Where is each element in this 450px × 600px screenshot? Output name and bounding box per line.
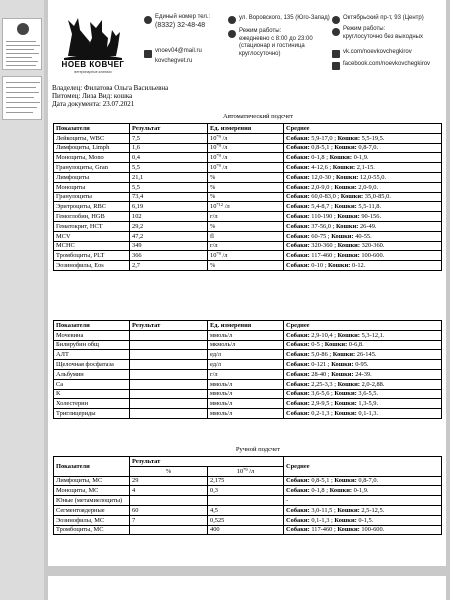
- hours-1-note-2: круглосуточно): [239, 50, 281, 57]
- table-row: [54, 389, 442, 399]
- location-icon: [332, 16, 340, 24]
- column-header: Среднее: [284, 457, 442, 477]
- indicator-cell: Холестерин: [54, 399, 130, 409]
- reference-cell: [284, 153, 442, 163]
- reference-text: Собаки: 3,0-11,5 ; Кошки: 2,5-12,5.: [286, 506, 385, 514]
- reference-text: Собаки: 60-75 ; Кошки: 40-55.: [286, 232, 372, 240]
- indicator-cell: Билирубин общ: [54, 340, 130, 350]
- reference-cell: [284, 231, 442, 241]
- unit-cell: г/л: [208, 241, 284, 251]
- phone-icon: [144, 16, 152, 24]
- table-row: [54, 486, 442, 496]
- column-header: Среднее: [284, 124, 442, 134]
- result-cell: 7: [130, 515, 208, 525]
- table-row: [54, 525, 442, 535]
- result-cell: [130, 409, 208, 419]
- unit-cell: 10$^{*9}$ /л: [208, 143, 284, 153]
- clock-icon: [332, 28, 340, 36]
- column-header: Ед. измерения: [208, 321, 284, 331]
- thumbnail-logo-icon: [17, 23, 29, 35]
- table-row: [54, 360, 442, 370]
- result-cell: [130, 340, 208, 350]
- indicator-cell: Эозинофилы, МС: [54, 515, 130, 525]
- unit-cell: 2,175: [208, 476, 284, 486]
- reference-text: Собаки: 5,9-17,0 ; Кошки: 5,5-19,5.: [286, 134, 385, 142]
- reference-text: Собаки: 0,8-5,1 ; Кошки: 0,8-7,0.: [286, 144, 379, 152]
- reference-cell: [284, 202, 442, 212]
- table-row: [54, 202, 442, 212]
- hours-1-note: (стационар и гостиница: [239, 43, 305, 50]
- table-row: [54, 153, 442, 163]
- unit-cell: мкмоль/л: [208, 340, 284, 350]
- column-header: Результат: [130, 457, 284, 467]
- reference-cell: [284, 133, 442, 143]
- manual-count-table: [53, 456, 442, 535]
- reference-cell: [284, 515, 442, 525]
- indicator-cell: Эритроциты, RBC: [54, 202, 130, 212]
- result-cell: 29,2: [130, 221, 208, 231]
- indicator-cell: Эозинофилы, Eos: [54, 261, 130, 271]
- unit-cell: 4,5: [208, 505, 284, 515]
- reference-cell: [284, 379, 442, 389]
- site-link[interactable]: kovchegvet.ru: [155, 57, 193, 64]
- reference-text: Собаки: 320-360 ; Кошки: 320-360.: [286, 242, 385, 250]
- unit-cell: [208, 496, 284, 506]
- indicator-cell: Моноциты, МС: [54, 486, 130, 496]
- reference-cell: [284, 251, 442, 261]
- indicator-cell: Гематокрит, HCT: [54, 221, 130, 231]
- table-row: [54, 340, 442, 350]
- unit-cell: %: [208, 192, 284, 202]
- result-cell: [130, 369, 208, 379]
- reference-text: Собаки: 5,4-8,7 ; Кошки: 5,5-11,8.: [286, 203, 382, 211]
- reference-cell: [284, 192, 442, 202]
- result-cell: 349: [130, 241, 208, 251]
- reference-cell: [284, 505, 442, 515]
- column-header: Показатели: [54, 457, 130, 477]
- clinic-name: НОЕВ КОВЧЕГ: [61, 60, 125, 69]
- reference-text: Собаки: 5,0-86 ; Кошки: 26-145.: [286, 351, 377, 359]
- unit-cell: ммоль/л: [208, 330, 284, 340]
- reference-text: Собаки: 3,6-5,6 ; Кошки: 3,6-5,5.: [286, 390, 379, 398]
- reference-text: Собаки: 2,25-3,3 ; Кошки: 2,0-2,88.: [286, 380, 385, 388]
- reference-text: Собаки: 0,8-5,1 ; Кошки: 0,8-7,0.: [286, 477, 379, 485]
- reference-cell: [284, 409, 442, 419]
- reference-text: Собаки: 0-121 ; Кошки: 0-95.: [286, 361, 369, 369]
- unit-cell: 10$^{*9}$ /л: [208, 251, 284, 261]
- indicator-cell: Тромбоциты, PLT: [54, 251, 130, 261]
- indicator-cell: Триглицериды: [54, 409, 130, 419]
- vk-link[interactable]: vk.com/noevkovchegkirov: [343, 49, 412, 55]
- page-thumbnail[interactable]: [2, 76, 42, 120]
- table-row: [54, 133, 442, 143]
- result-cell: 2,7: [130, 261, 208, 271]
- table-row: [54, 330, 442, 340]
- location-icon: [228, 16, 236, 24]
- unit-cell: 0,3: [208, 486, 284, 496]
- reference-cell: [284, 360, 442, 370]
- indicator-cell: Сегментоядерные: [54, 505, 130, 515]
- table-row: [54, 143, 442, 153]
- reference-text: Собаки: 12,0-30 ; Кошки: 12,0-55,0.: [286, 173, 387, 181]
- next-page: [48, 576, 446, 600]
- table-row: [54, 261, 442, 271]
- reference-text: Собаки: 0-10 ; Кошки: 0-12.: [286, 262, 366, 270]
- reference-cell: [284, 261, 442, 271]
- unit-cell: 10$^{*9}$ /л: [208, 133, 284, 143]
- unit-cell: ед/л: [208, 360, 284, 370]
- column-header: Показатели: [54, 124, 130, 134]
- table-row: [54, 221, 442, 231]
- reference-text: Собаки: 4-12,6 ; Кошки: 2,1-15.: [286, 164, 375, 172]
- unit-cell: г/л: [208, 212, 284, 222]
- reference-cell: [284, 350, 442, 360]
- patient-info: [52, 84, 168, 108]
- reference-cell: [284, 525, 442, 535]
- mail-icon: [144, 50, 152, 58]
- indicator-cell: Гранулоциты: [54, 192, 130, 202]
- indicator-cell: Гранулоциты, Gran: [54, 163, 130, 173]
- reference-cell: [284, 389, 442, 399]
- table-row: [54, 409, 442, 419]
- result-cell: [130, 389, 208, 399]
- reference-text: Собаки: 28-40 ; Кошки: 24-39.: [286, 370, 372, 378]
- reference-cell: [284, 486, 442, 496]
- hours-2: круглосуточно без выходных: [343, 33, 423, 40]
- column-header: 10$^{*9}$ /л: [208, 466, 284, 476]
- column-header: Ед. измерения: [208, 124, 284, 134]
- result-cell: 60: [130, 505, 208, 515]
- table-row: [54, 182, 442, 192]
- reference-cell: [284, 399, 442, 409]
- page-thumbnail[interactable]: [2, 18, 42, 70]
- reference-text: Собаки: 37-56,0 ; Кошки: 26-49.: [286, 222, 377, 230]
- table-row: [54, 379, 442, 389]
- reference-cell: [284, 496, 442, 506]
- indicator-cell: Тромбоциты, МС: [54, 525, 130, 535]
- table-row: [54, 515, 442, 525]
- facebook-link[interactable]: facebook.com/noevkovchegkirov: [343, 61, 431, 67]
- reference-text: Собаки: 117-460 ; Кошки: 100-600.: [286, 526, 385, 534]
- reference-text: Собаки: 2,9-9,5 ; Кошки: 1,3-5,9.: [286, 400, 379, 408]
- unit-cell: ммоль/л: [208, 409, 284, 419]
- indicator-cell: Моноциты: [54, 182, 130, 192]
- indicator-cell: Мочевина: [54, 330, 130, 340]
- auto-count-table: [53, 123, 442, 271]
- reference-text: Собаки: 2,9-10,4 ; Кошки: 5,3-12,1.: [286, 331, 385, 339]
- indicator-cell: K: [54, 389, 130, 399]
- email-link[interactable]: vnoev04@mail.ru: [155, 48, 202, 54]
- result-cell: 73,4: [130, 192, 208, 202]
- column-header: Среднее: [284, 321, 442, 331]
- table-row: [54, 399, 442, 409]
- animals-logo-icon: [62, 12, 124, 60]
- clinic-tagline: ветеринарные клиники: [74, 70, 112, 74]
- indicator-cell: Юные (метамиелоциты): [54, 496, 130, 506]
- indicator-cell: Альбумин: [54, 369, 130, 379]
- reference-cell: [284, 143, 442, 153]
- unit-cell: ммоль/л: [208, 379, 284, 389]
- pet-line: Питомец: Лиза Вид: кошка: [52, 92, 133, 100]
- result-cell: 4: [130, 486, 208, 496]
- vk-icon: [332, 50, 340, 58]
- reference-text: Собаки: 0,2-1,3 ; Кошки: 0,1-1,3.: [286, 410, 379, 418]
- reference-text: Собаки: 0-1,8 ; Кошки: 0-1,9.: [286, 154, 369, 162]
- reference-text: Собаки: 0-1,8 ; Кошки: 0-1,9.: [286, 487, 369, 495]
- reference-cell: [284, 163, 442, 173]
- reference-cell: [284, 241, 442, 251]
- result-cell: [130, 496, 208, 506]
- unit-cell: ед/л: [208, 350, 284, 360]
- reference-cell: [284, 476, 442, 486]
- table-row: [54, 350, 442, 360]
- indicator-cell: Моноциты, Mono: [54, 153, 130, 163]
- reference-text: Собаки: 2,0-9,0 ; Кошки: 2,0-9,0.: [286, 183, 379, 191]
- address-2: Октябрьский пр-т, 93 (Центр): [343, 15, 424, 21]
- unit-cell: ммоль/л: [208, 399, 284, 409]
- reference-text: Собаки: 110-190 ; Кошки: 90-156.: [286, 213, 382, 221]
- biochemistry-table: [53, 320, 442, 419]
- facebook-icon: [332, 62, 340, 70]
- indicator-cell: MCHC: [54, 241, 130, 251]
- result-cell: 5,5: [130, 163, 208, 173]
- reference-cell: [284, 221, 442, 231]
- indicator-cell: MCV: [54, 231, 130, 241]
- result-cell: [130, 379, 208, 389]
- reference-cell: [284, 369, 442, 379]
- page-thumbnails: [0, 0, 44, 600]
- auto-count-title: Автоматический подсчет: [222, 113, 294, 120]
- hours-1-label: Режим работы:: [239, 28, 282, 34]
- result-cell: 7,5: [130, 133, 208, 143]
- owner-line: Владелец: Филатова Ольга Васильевна: [52, 84, 169, 92]
- reference-text: Собаки: 117-460 ; Кошки: 100-600.: [286, 252, 385, 260]
- phone-number[interactable]: (8332) 32-48-48: [155, 21, 206, 29]
- indicator-cell: АЛТ: [54, 350, 130, 360]
- result-cell: 6,19: [130, 202, 208, 212]
- indicator-cell: Лимфоциты: [54, 172, 130, 182]
- column-header: %: [130, 466, 208, 476]
- indicator-cell: Гемоглобин, HGB: [54, 212, 130, 222]
- result-cell: 29: [130, 476, 208, 486]
- unit-cell: г/л: [208, 369, 284, 379]
- table-row: [54, 369, 442, 379]
- phone-label: Единый номер тел.:: [155, 14, 211, 20]
- result-cell: 102: [130, 212, 208, 222]
- document-page: [48, 0, 446, 566]
- result-cell: [130, 360, 208, 370]
- reference-cell: [284, 172, 442, 182]
- column-header: Результат: [130, 124, 208, 134]
- result-cell: 366: [130, 251, 208, 261]
- indicator-cell: Щелочная фосфатаза: [54, 360, 130, 370]
- table-row: [54, 251, 442, 261]
- unit-cell: %: [208, 182, 284, 192]
- reference-text: Собаки: 60,0-83,0 ; Кошки: 35,0-85,0.: [286, 193, 391, 201]
- table-row: [54, 192, 442, 202]
- result-cell: 47,2: [130, 231, 208, 241]
- result-cell: [130, 399, 208, 409]
- reference-cell: [284, 182, 442, 192]
- reference-text: Собаки: 0,1-1,3 ; Кошки: 0-1,5.: [286, 516, 374, 524]
- table-row: [54, 241, 442, 251]
- indicator-cell: Лимфоциты, МС: [54, 476, 130, 486]
- hours-1: ежедневно с 8:00 до 23:00: [239, 35, 313, 42]
- table-row: [54, 172, 442, 182]
- reference-cell: [284, 340, 442, 350]
- date-line: Дата документа: 23.07.2021: [52, 100, 135, 108]
- unit-cell: 10$^{*12}$ /л: [208, 202, 284, 212]
- reference-cell: [284, 330, 442, 340]
- unit-cell: %: [208, 172, 284, 182]
- column-header: Показатели: [54, 321, 130, 331]
- hours-2-label: Режим работы:: [343, 26, 386, 32]
- result-cell: 1,6: [130, 143, 208, 153]
- reference-cell: [284, 212, 442, 222]
- indicator-cell: Ca: [54, 379, 130, 389]
- unit-cell: %: [208, 261, 284, 271]
- result-cell: [130, 525, 208, 535]
- reference-text: -: [286, 497, 289, 505]
- indicator-cell: Лимфоциты, Limph: [54, 143, 130, 153]
- result-cell: 0,4: [130, 153, 208, 163]
- address-1: ул. Воровского, 135 (Юго-Запад): [239, 15, 330, 21]
- table-row: [54, 163, 442, 173]
- unit-cell: 0,525: [208, 515, 284, 525]
- unit-cell: 400: [208, 525, 284, 535]
- result-cell: 21,1: [130, 172, 208, 182]
- table-row: [54, 496, 442, 506]
- clinic-header: [48, 0, 446, 82]
- result-cell: 5,5: [130, 182, 208, 192]
- unit-cell: fl: [208, 231, 284, 241]
- table-row: [54, 231, 442, 241]
- manual-count-title: Ручной подсчет: [235, 446, 281, 453]
- unit-cell: 10$^{*9}$ /л: [208, 163, 284, 173]
- unit-cell: ммоль/л: [208, 389, 284, 399]
- table-row: [54, 505, 442, 515]
- table-row: [54, 476, 442, 486]
- unit-cell: %: [208, 221, 284, 231]
- reference-text: Собаки: 0-5 ; Кошки: 0-6,8.: [286, 341, 364, 349]
- indicator-cell: Лейкоциты, WBC: [54, 133, 130, 143]
- column-header: Результат: [130, 321, 208, 331]
- result-cell: [130, 330, 208, 340]
- result-cell: [130, 350, 208, 360]
- clock-icon: [228, 30, 236, 38]
- unit-cell: 10$^{*9}$ /л: [208, 153, 284, 163]
- table-row: [54, 212, 442, 222]
